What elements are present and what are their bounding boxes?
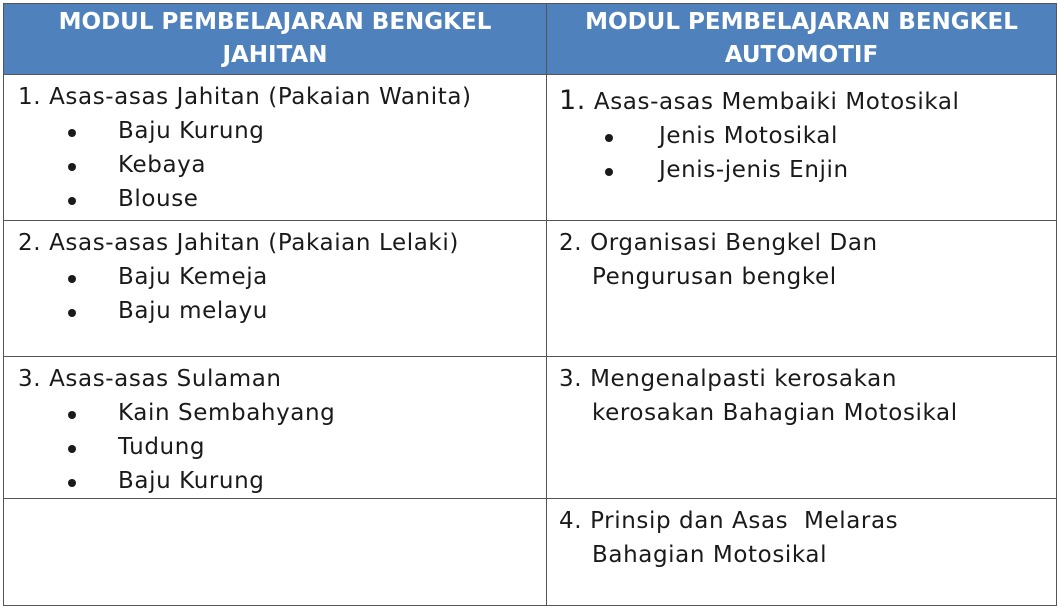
module-title-text: Organisasi Bengkel Dan — [590, 230, 878, 256]
bullet-icon — [68, 445, 76, 453]
bullet-icon — [68, 479, 76, 487]
list-item-text: Jenis-jenis Enjin — [659, 157, 849, 183]
table-row — [4, 499, 1057, 606]
module-title — [559, 226, 1056, 260]
list-item-text: Baju Kurung — [118, 468, 265, 494]
module-number: 1. — [18, 84, 42, 110]
header-automotif: MODUL PEMBELAJARAN BENGKEL AUTOMOTIF — [547, 4, 1057, 75]
bullet-icon — [605, 168, 613, 176]
cell-automotif-2 — [547, 221, 1057, 357]
cell-automotif-3 — [547, 357, 1057, 499]
list-item — [559, 153, 1056, 187]
cell-jahitan-3 — [4, 357, 547, 499]
module-title-text: Prinsip dan Asas Melaras — [590, 508, 899, 534]
list-item — [18, 294, 546, 328]
list-item — [559, 119, 1056, 153]
table-row — [4, 221, 1057, 357]
header-row — [4, 4, 1057, 75]
module-topics — [18, 260, 546, 328]
list-item — [18, 114, 546, 148]
module-title-text: Asas-asas Jahitan (Pakaian Lelaki) — [49, 230, 459, 256]
module-number: 1. — [559, 85, 586, 116]
module-topics — [18, 396, 546, 498]
list-item-text: Baju Kurung — [118, 118, 265, 144]
list-item — [18, 396, 546, 430]
module-number: 3. — [18, 366, 42, 392]
module-title — [559, 362, 1056, 396]
module-title-text: Asas-asas Jahitan (Pakaian Wanita) — [49, 84, 472, 110]
list-item — [18, 464, 546, 498]
list-item-text: Jenis Motosikal — [659, 123, 838, 149]
module-title — [18, 362, 546, 396]
list-item — [18, 148, 546, 182]
module-number: 2. — [559, 230, 583, 256]
bullet-icon — [68, 129, 76, 137]
bullet-icon — [605, 134, 613, 142]
header-jahitan: MODUL PEMBELAJARAN BENGKEL JAHITAN — [4, 4, 547, 75]
module-title-continued: Bahagian Motosikal — [592, 542, 828, 568]
bullet-icon — [68, 197, 76, 205]
module-title-text: Mengenalpasti kerosakan — [590, 366, 897, 392]
cell-jahitan-2 — [4, 221, 547, 357]
cell-automotif-1 — [547, 75, 1057, 221]
cell-automotif-4 — [547, 499, 1057, 606]
module-title-continued: kerosakan Bahagian Motosikal — [592, 400, 958, 426]
bullet-icon — [68, 163, 76, 171]
module-title-text: Asas-asas Sulaman — [49, 366, 282, 392]
table-row — [4, 75, 1057, 221]
table-row — [4, 357, 1057, 499]
list-item — [18, 430, 546, 464]
module-number: 2. — [18, 230, 42, 256]
bullet-icon — [68, 309, 76, 317]
module-topics — [559, 119, 1056, 187]
module-title-text: Asas-asas Membaiki Motosikal — [593, 89, 960, 115]
bullet-icon — [68, 411, 76, 419]
list-item-text: Blouse — [118, 186, 199, 212]
module-title — [559, 84, 1056, 119]
list-item-text: Kebaya — [118, 152, 207, 178]
module-table — [3, 3, 1057, 606]
module-title — [18, 226, 546, 260]
module-topics — [18, 114, 546, 216]
list-item — [18, 260, 546, 294]
list-item — [18, 182, 546, 216]
module-title-continued: Pengurusan bengkel — [592, 264, 837, 290]
list-item-text: Baju melayu — [118, 298, 268, 324]
module-title — [18, 80, 546, 114]
list-item-text: Kain Sembahyang — [118, 400, 336, 426]
cell-jahitan-empty — [4, 499, 547, 606]
bullet-icon — [68, 275, 76, 283]
module-title — [559, 504, 1056, 538]
list-item-text: Baju Kemeja — [118, 264, 268, 290]
module-number: 3. — [559, 366, 583, 392]
list-item-text: Tudung — [118, 434, 206, 460]
module-number: 4. — [559, 508, 583, 534]
cell-jahitan-1 — [4, 75, 547, 221]
